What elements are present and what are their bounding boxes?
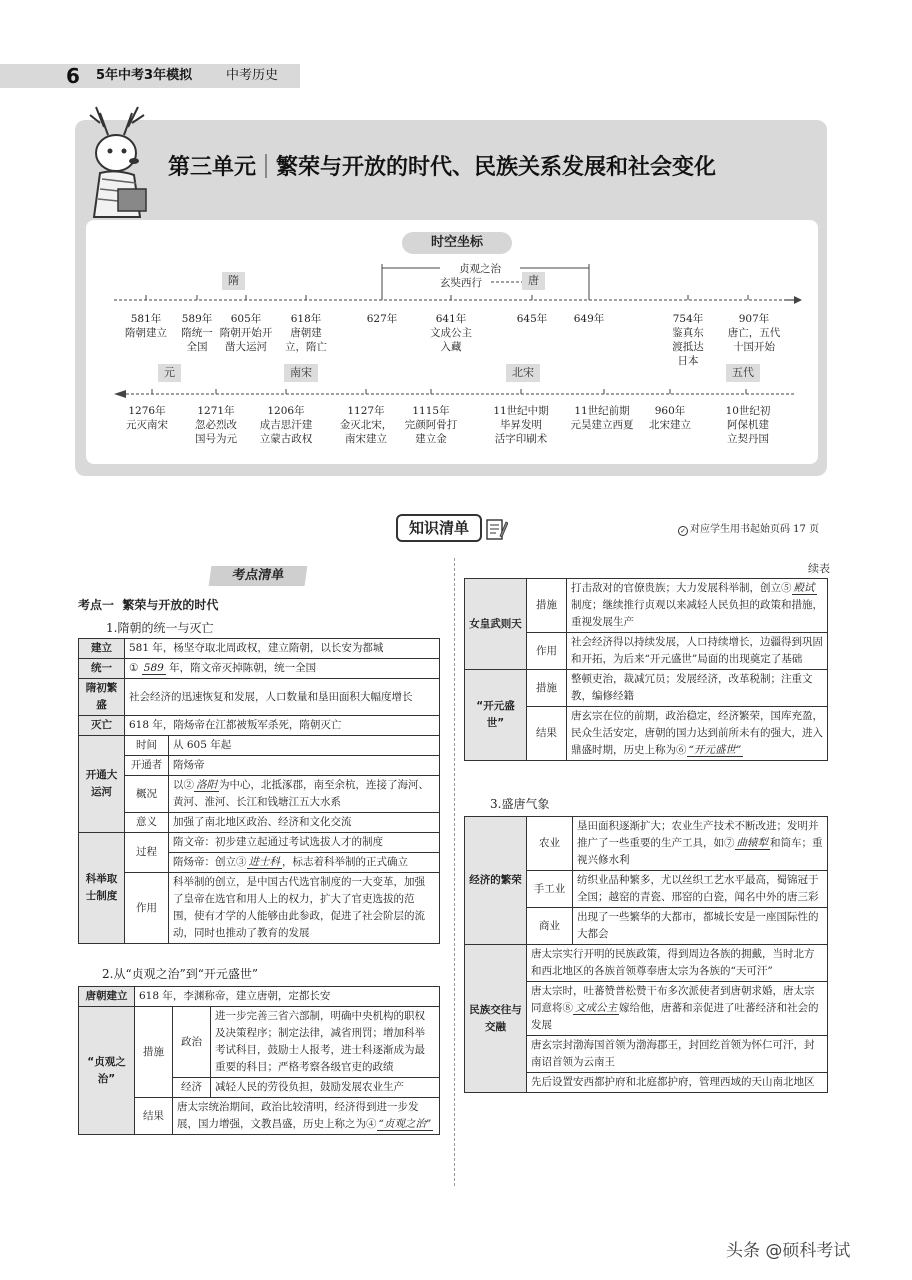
table-row: 手工业 纺织业品种繁多，尤以丝织工艺水平最高，蜀锦冠于全国；越窑的青瓷、邢窑的白瓷，闻名中外的唐三彩 — [465, 871, 828, 908]
event-11c-early: 11世纪前期 元昊建立西夏 — [570, 405, 634, 431]
event-1271: 1271年 忽必烈改 国号为元 — [195, 405, 237, 445]
table-row: “开元盛世” 措施 整顿吏治，裁减冗员；发展经济，改革税制；注重文教，编修经籍 — [465, 670, 828, 707]
deer-mascot-icon — [78, 105, 170, 223]
tang-founding-table — [78, 986, 440, 1135]
table-row: 经济 减轻人民的劳役负担，鼓励发展农业生产 — [79, 1078, 440, 1098]
book-title: 5年中考3年模拟 — [96, 68, 193, 83]
event-907: 907年 唐亡，五代 十国开始 — [727, 313, 781, 353]
page-number: 6 — [66, 64, 80, 88]
event-960: 960年 北宋建立 — [649, 405, 691, 431]
event-627: 627年 — [366, 313, 398, 325]
event-1115: 1115年 完颜阿骨打 建立金 — [404, 405, 458, 445]
event-605: 605年 隋朝开始开 凿大运河 — [219, 313, 273, 353]
notebook-pen-icon — [484, 516, 508, 542]
watermark: 头条 @硕科考试 — [726, 1241, 851, 1261]
continued-label: 续表 — [808, 562, 830, 575]
table-row: 科举取士制度 过程 隋文帝：初步建立起通过考试选拔人才的制度 — [79, 833, 440, 853]
timeline-badge: 时空坐标 — [402, 232, 512, 254]
dynasty-yuan: 元 — [158, 364, 181, 382]
table-row: 唐玄宗封渤海国首领为渤海郡王，封回纥首领为怀仁可汗，封南诏首领为云南王 — [465, 1036, 828, 1073]
table-row: 唐朝建立 618 年，李渊称帝，建立唐朝，定都长安 — [79, 987, 440, 1007]
dynasty-five-dynasties: 五代 — [726, 364, 760, 382]
table-row: 民族交往与交融 唐太宗实行开明的民族政策，得到周边各族的拥戴，当时北方和西北地区的各族首领尊奉唐太宗为各族的“天可汗” — [465, 945, 828, 982]
table-row: 开通大运河 时间 从 605 年起 — [79, 736, 440, 756]
column-divider — [454, 558, 455, 1186]
table-row: 隋炀帝：创立③ 进士科 ，标志着科举制的正式确立 — [79, 853, 440, 873]
dynasty-tang: 唐 — [522, 272, 545, 290]
span-xuanzang: 玄奘西行 — [432, 276, 490, 290]
dynasty-northern-song: 北宋 — [506, 364, 540, 382]
tang-continued-table — [464, 578, 828, 761]
event-1276: 1276年 元灭南宋 — [126, 405, 168, 431]
table-row: 结果 唐玄宗在位的前期，政治稳定，经济繁荣，国库充盈，民众生活安定，唐朝的国力达到前所未有的强大，进入鼎盛时期，历史上称为⑥ “开元盛世” — [465, 707, 828, 761]
shengtang-table — [464, 816, 828, 1093]
subheading-shengtang: 3.盛唐气象 — [490, 797, 550, 811]
check-circle-icon: ✓ — [678, 526, 688, 536]
unit-label: 第三单元 — [168, 155, 257, 180]
event-618: 618年 唐朝建 立，隋亡 — [285, 313, 327, 353]
event-1127: 1127年 金灭北宋， 南宋建立 — [339, 405, 393, 445]
table-row: 概况 以② 洛阳 为中心，北抵涿郡，南至余杭，连接了海河、黄河、淮河、长江和钱塘江五大水系 — [79, 776, 440, 813]
exam-points-badge: 考点清单 — [209, 566, 308, 586]
event-589: 589年 隋统一 全国 — [181, 313, 213, 353]
subject-label: 中考历史 — [226, 68, 279, 83]
subheading-sui: 1.隋朝的统一与灭亡 — [106, 621, 214, 635]
table-row: 作用 科举制的创立，是中国古代选官制度的一大变革，加强了皇帝在选官和用人上的权力，扩大了官吏选拔的范围，使有才学的人能够由此参政，促进了社会阶层的流动，同时也推动了教育的发展 — [79, 873, 440, 944]
table-row: 商业 出现了一些繁华的大都市，都城长安是一座国际性的大都会 — [465, 908, 828, 945]
table-row: 先后设置安西都护府和北庭都护府，管理西域的天山南北地区 — [465, 1073, 828, 1093]
span-zhenguan: 贞观之治 — [440, 262, 520, 276]
event-1206: 1206年 成吉思汗建 立蒙古政权 — [259, 405, 313, 445]
event-754: 754年 鉴真东 渡抵达 日本 — [672, 313, 704, 367]
knowledge-list-badge: 知识清单 — [396, 514, 482, 542]
event-645: 645年 — [516, 313, 548, 325]
dynasty-southern-song: 南宋 — [284, 364, 318, 382]
table-row: 结果 唐太宗统治期间，政治比较清明，经济得到进一步发展，国力增强，文教昌盛，历史上称之为④ “贞观之治” — [79, 1098, 440, 1135]
table-row: 建立 581 年，杨坚夺取北周政权，建立隋朝，以长安为都城 — [79, 639, 440, 659]
table-row: 开通者 隋炀帝 — [79, 756, 440, 776]
event-581: 581年 隋朝建立 — [125, 313, 167, 339]
event-10c: 10世纪初 阿保机建 立契丹国 — [725, 405, 771, 445]
table-row: 统一 ① 589 年，隋文帝灭掉陈朝，统一全国 — [79, 659, 440, 679]
point-one-heading: 考点一 繁荣与开放的时代 — [78, 598, 219, 612]
table-row: 作用 社会经济得以持续发展，人口持续增长，边疆得到巩固和开拓，为后来“开元盛世”局面的出现奠定了基础 — [465, 633, 828, 670]
unit-name: 繁荣与开放的时代、民族关系发展和社会变化 — [276, 155, 717, 180]
table-row: “贞观之治” 措施 政治 进一步完善三省六部制，明确中央机构的职权及决策程序；制定法律，减省刑罚；增加科举考试科目，鼓励士人报考，进士科逐渐成为最重要的科目；严格考察各级官吏的政绩 — [79, 1007, 440, 1078]
page-reference: ✓ 对应学生用书起始页码 17 页 — [678, 523, 819, 537]
table-row: 意义 加强了南北地区政治、经济和文化交流 — [79, 813, 440, 833]
table-row: 经济的繁荣 农业 垦田面积逐渐扩大；农业生产技术不断改进；发明并推广了一些重要的生产工具，如⑦ 曲辕犁 和筒车；重视兴修水利 — [465, 817, 828, 871]
table-row: 灭亡 618 年，隋炀帝在江都被叛军杀死，隋朝灭亡 — [79, 716, 440, 736]
table-row: 女皇武则天 措施 打击敌对的官僚贵族；大力发展科举制，创立⑤ 殿试制度；继续推行贞观以来减轻人民负担的政策和措施，重视发展生产 — [465, 579, 828, 633]
unit-title — [168, 150, 716, 181]
table-row: 唐太宗时，吐蕃赞普松赞干布多次派使者到唐朝求婚，唐太宗同意将⑧ 文成公主 嫁给他，唐蕃和亲促进了吐蕃经济和社会的发展 — [465, 982, 828, 1036]
event-649: 649年 — [573, 313, 605, 325]
event-11c-mid: 11世纪中期 毕昇发明 活字印刷术 — [493, 405, 549, 445]
sui-table — [78, 638, 440, 944]
dynasty-sui: 隋 — [222, 272, 245, 290]
subheading-tang: 2.从“贞观之治”到“开元盛世” — [102, 967, 258, 981]
table-row: 隋初繁盛 社会经济的迅速恢复和发展，人口数量和垦田面积大幅度增长 — [79, 679, 440, 716]
event-641: 641年 文成公主 入藏 — [430, 313, 472, 353]
